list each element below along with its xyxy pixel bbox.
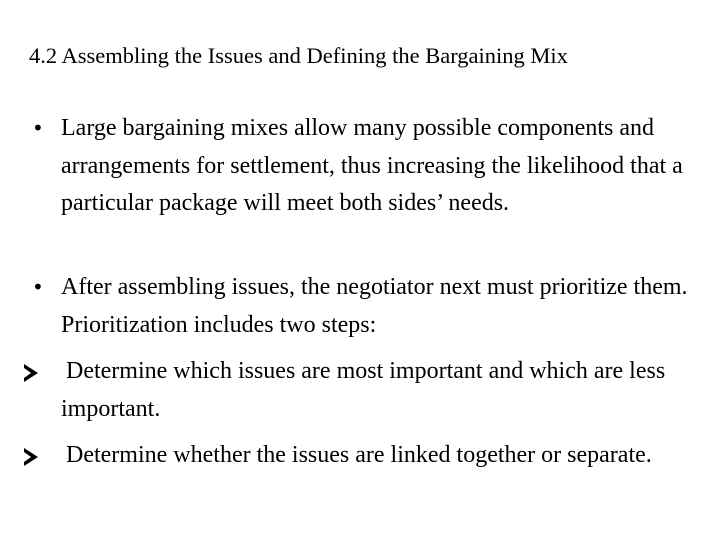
bullet-marker: •: [32, 116, 44, 140]
sub-item-text: Determine which issues are most important and which are less important.: [61, 358, 666, 422]
sub-item-2: [30, 437, 700, 475]
bullet-text: After assembling issues, the negotiator next must prioritize them. Prioritization includes two steps:: [61, 274, 688, 338]
sub-item-1: [30, 353, 700, 428]
arrow-bullet-icon: [24, 437, 52, 475]
bullet-item-1: [30, 110, 700, 223]
bullet-item-2: [30, 269, 700, 344]
bullet-marker: •: [32, 275, 44, 299]
arrow-bullet-icon: [24, 353, 52, 391]
sub-item-text: Determine whether the issues are linked together or separate.: [66, 442, 652, 468]
slide-title: 4.2 Assembling the Issues and Defining the Bargaining Mix: [29, 43, 568, 68]
bullet-text: Large bargaining mixes allow many possible components and arrangements for settlement, thus increasing the likelihood that a particular package will meet both sides’ needs.: [61, 115, 683, 216]
